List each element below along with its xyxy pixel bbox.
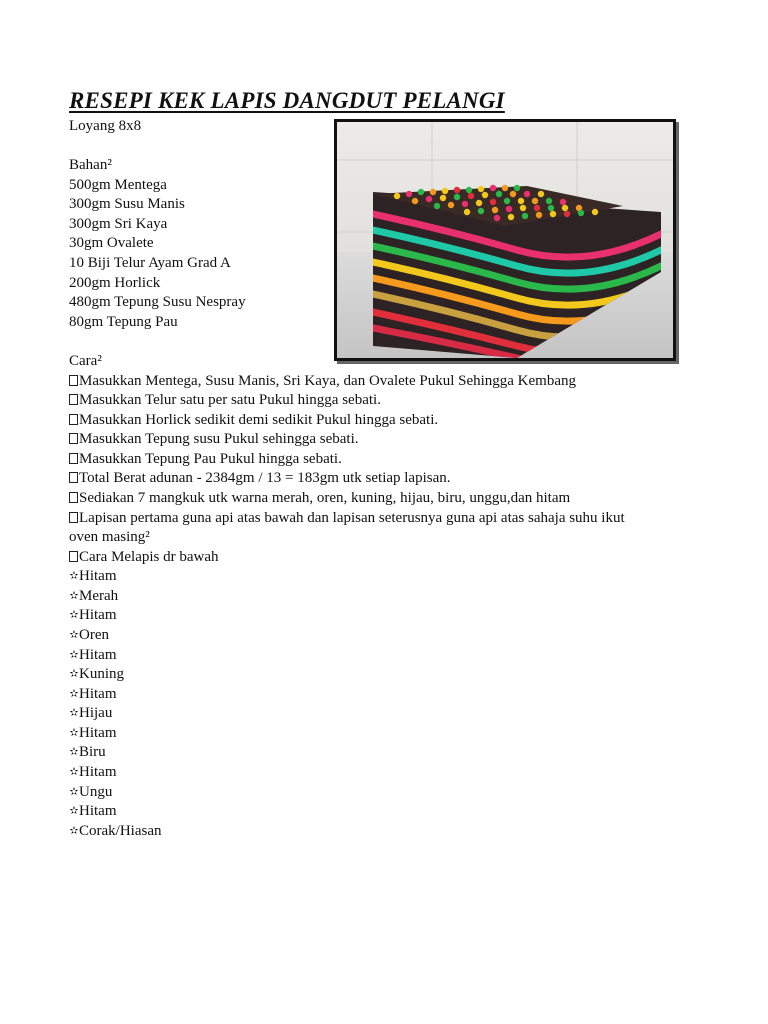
star-icon: ✫ (69, 668, 79, 680)
page-title: RESEPI KEK LAPIS DANGDUT PELANGI (69, 88, 505, 113)
melapis-heading: Cara Melapis dr bawah (69, 548, 219, 568)
cara-step: Masukkan Telur satu per satu Pukul hingga sebati. (69, 391, 381, 411)
lapisan-item: ✫Hitam (69, 802, 117, 822)
lapisan-item: ✫Corak/Hiasan (69, 822, 161, 842)
bahan-item: 30gm Ovalete (69, 235, 154, 251)
lapisan-item: ✫Hijau (69, 704, 112, 724)
bahan-item: 300gm Sri Kaya (69, 216, 168, 232)
star-icon: ✫ (69, 609, 79, 621)
lapisan-item: ✫Hitam (69, 567, 117, 587)
checkbox-square-icon (69, 551, 78, 562)
lapisan-item: ✫Kuning (69, 665, 124, 685)
checkbox-square-icon (69, 472, 78, 483)
cara-step-continuation: oven masing² (69, 529, 150, 545)
checkbox-square-icon (69, 453, 78, 464)
bahan-item: 480gm Tepung Susu Nespray (69, 294, 246, 310)
lapisan-item: ✫Hitam (69, 724, 117, 744)
cara-step: Masukkan Horlick sedikit demi sedikit Pukul hingga sebati. (69, 411, 438, 431)
checkbox-square-icon (69, 512, 78, 523)
cara-step: Sediakan 7 mangkuk utk warna merah, oren, kuning, hijau, biru, unggu,dan hitam (69, 489, 570, 509)
bahan-item: 80gm Tepung Pau (69, 314, 178, 330)
star-icon: ✫ (69, 727, 79, 739)
cara-step: Masukkan Mentega, Susu Manis, Sri Kaya, dan Ovalete Pukul Sehingga Kembang (69, 372, 576, 392)
star-icon: ✫ (69, 805, 79, 817)
cara-step: Masukkan Tepung susu Pukul sehingga sebati. (69, 430, 359, 450)
cara-step: Lapisan pertama guna api atas bawah dan lapisan seterusnya guna api atas sahaja suhu ikut (69, 509, 625, 529)
cake-photo (334, 119, 676, 361)
bahan-item: 200gm Horlick (69, 275, 161, 291)
lapisan-item: ✫Ungu (69, 783, 112, 803)
star-icon: ✫ (69, 649, 79, 661)
bahan-item: 300gm Susu Manis (69, 196, 185, 212)
loyang-size: Loyang 8x8 (69, 118, 142, 134)
star-icon: ✫ (69, 707, 79, 719)
bahan-item: 10 Biji Telur Ayam Grad A (69, 255, 231, 271)
lapisan-item: ✫Biru (69, 743, 106, 763)
bahan-heading: Bahan² (69, 157, 112, 173)
cara-step: Masukkan Tepung Pau Pukul hingga sebati. (69, 450, 342, 470)
star-icon: ✫ (69, 786, 79, 798)
lapisan-item: ✫Hitam (69, 646, 117, 666)
lapisan-item: ✫Merah (69, 587, 118, 607)
lapisan-item: ✫Hitam (69, 763, 117, 783)
checkbox-square-icon (69, 433, 78, 444)
star-icon: ✫ (69, 766, 79, 778)
star-icon: ✫ (69, 688, 79, 700)
lapisan-item: ✫Oren (69, 626, 109, 646)
rainbow-layer-cake-image (337, 122, 673, 358)
cara-heading: Cara² (69, 353, 102, 369)
star-icon: ✫ (69, 825, 79, 837)
cara-step: Total Berat adunan - 2384gm / 13 = 183gm utk setiap lapisan. (69, 469, 451, 489)
star-icon: ✫ (69, 570, 79, 582)
checkbox-square-icon (69, 394, 78, 405)
checkbox-square-icon (69, 375, 78, 386)
checkbox-square-icon (69, 414, 78, 425)
checkbox-square-icon (69, 492, 78, 503)
star-icon: ✫ (69, 746, 79, 758)
lapisan-item: ✫Hitam (69, 685, 117, 705)
star-icon: ✫ (69, 590, 79, 602)
star-icon: ✫ (69, 629, 79, 641)
bahan-item: 500gm Mentega (69, 177, 167, 193)
lapisan-item: ✫Hitam (69, 606, 117, 626)
